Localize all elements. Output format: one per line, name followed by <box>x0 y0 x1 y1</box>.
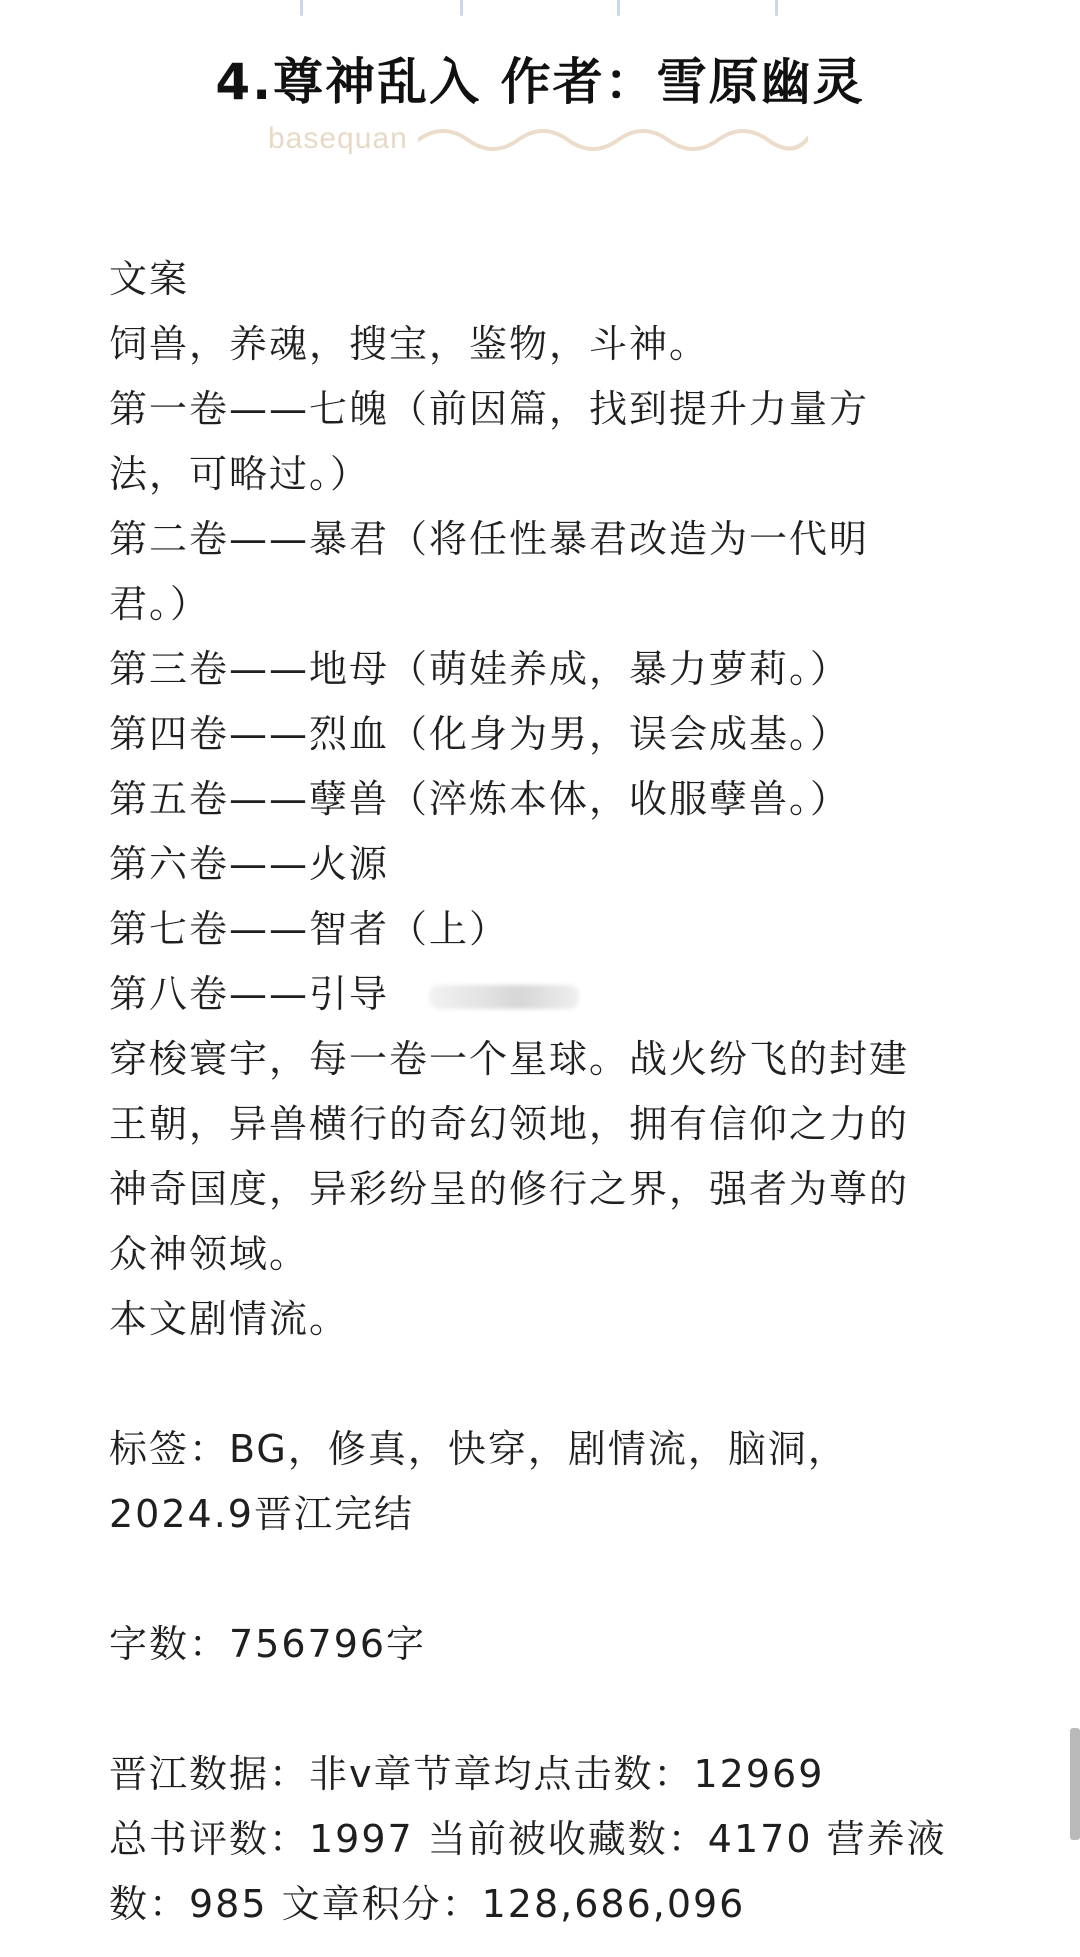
text-line <box>109 1092 989 1157</box>
text-line <box>109 1027 989 1092</box>
text-line <box>109 962 989 1027</box>
text-line-content: 君。） <box>109 582 211 626</box>
redacted-blur <box>429 985 579 1009</box>
text-line <box>109 1417 989 1482</box>
text-line <box>109 1287 989 1352</box>
text-line <box>109 897 989 962</box>
text-line-content: 穿梭寰宇，每一卷一个星球。战火纷飞的封建 <box>109 1037 910 1081</box>
text-line-content: 第四卷——烈血（化身为男，误会成基。） <box>109 712 851 756</box>
text-line-content: 第六卷——火源 <box>109 842 390 886</box>
text-line-content: 标签：BG，修真，快穿，剧情流，脑洞， <box>109 1427 848 1471</box>
text-line-content: 饲兽，养魂，搜宝，鉴物，斗神。 <box>109 322 710 366</box>
text-line-content: 字数：756796字 <box>109 1622 427 1666</box>
text-line <box>109 1157 989 1222</box>
text-line <box>109 1742 989 1807</box>
text-line-content: 众神领域。 <box>109 1232 310 1276</box>
text-line <box>109 312 989 377</box>
text-line <box>109 1612 989 1677</box>
text-line-content: 第一卷——七魄（前因篇，找到提升力量方 <box>109 387 870 431</box>
wave-divider-icon <box>418 120 808 160</box>
text-line-content: 第七卷——智者（上） <box>109 907 510 951</box>
text-line <box>109 702 989 767</box>
text-line-content: 晋江数据：非v章节章均点击数：12969 <box>109 1752 825 1796</box>
text-line <box>109 442 989 507</box>
top-divider-ticks <box>0 0 1080 18</box>
text-line-content: 2024.9晋江完结 <box>109 1492 414 1536</box>
post-title: 4.尊神乱入 作者：雪原幽灵 <box>215 53 865 111</box>
text-line-content: 总书评数：1997 当前被收藏数：4170 营养液 <box>109 1817 947 1861</box>
text-line-content: 第三卷——地母（萌娃养成，暴力萝莉。） <box>109 647 851 691</box>
text-line-content: 第五卷——孽兽（淬炼本体，收服孽兽。） <box>109 777 851 821</box>
tick-mark <box>300 0 303 16</box>
text-line <box>109 637 989 702</box>
blank-line <box>109 1547 989 1612</box>
text-line-content: 第八卷——引导 <box>109 972 390 1016</box>
text-line-content: 数：985 文章积分：128,686,096 <box>109 1882 746 1926</box>
text-line <box>109 1482 989 1547</box>
text-line-content: 文案 <box>109 257 190 301</box>
post-body <box>109 247 989 1937</box>
text-line <box>109 1222 989 1287</box>
text-line <box>109 247 989 312</box>
tick-mark <box>775 0 778 16</box>
text-line <box>109 832 989 897</box>
blank-line <box>109 1677 989 1742</box>
text-line-content: 王朝，异兽横行的奇幻领地，拥有信仰之力的 <box>109 1102 910 1146</box>
text-line <box>109 572 989 637</box>
title-decoration <box>268 118 808 172</box>
watermark-text: basequan <box>268 122 408 155</box>
text-line <box>109 507 989 572</box>
text-line-content: 第二卷——暴君（将任性暴君改造为一代明 <box>109 517 870 561</box>
text-line <box>109 1872 989 1937</box>
text-line-content: 法，可略过。） <box>109 452 371 496</box>
blank-line <box>109 1352 989 1417</box>
tick-mark <box>460 0 463 16</box>
text-line-content: 本文剧情流。 <box>109 1297 350 1341</box>
text-line-content: 神奇国度，异彩纷呈的修行之界，强者为尊的 <box>109 1167 910 1211</box>
text-line <box>109 1807 989 1872</box>
text-line <box>109 377 989 442</box>
text-line <box>109 767 989 832</box>
tick-mark <box>617 0 620 16</box>
scrollbar-thumb[interactable] <box>1070 1728 1080 1840</box>
